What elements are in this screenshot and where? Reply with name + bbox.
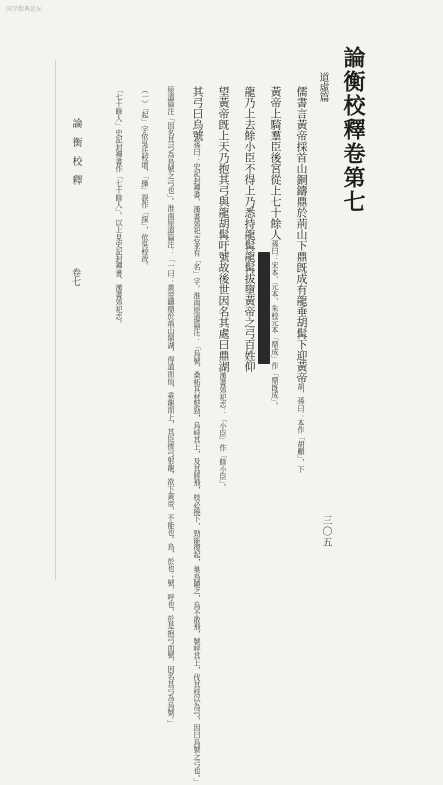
side-chapter-label: 卷七 [70,268,80,286]
page-number: 三〇五 [320,515,331,548]
main-text: 其弓曰烏號 [191,86,204,141]
watermark: 国学数典论坛 [6,6,43,13]
text-column [244,86,255,556]
text-column [270,86,281,556]
main-text: 望黃帝旣上天乃抱其弓與龍胡髯吁號故後世因名其處曰鼎湖 [217,86,230,372]
text-column [191,86,204,785]
main-text: 黃帝上騎羣臣後宮從上七十餘人 [269,86,282,240]
page-gutter-line [55,60,56,580]
main-text: 龍乃上去餘小臣不得上乃悉持龍髯龍髯拔墮黃帝之弓百姓仰 [243,86,256,372]
text-column [296,86,307,556]
volume-title: 論衡校釋卷第七 [340,46,366,214]
text-column [218,86,229,556]
annotation-text: 孫曰：史記封禪書、漢書郊祀志並有「名」字。淮南原道篇注：「烏號，桑柘其材堅勁，烏峙其上，及其將飛，枝必撓下，勁能復起，巢烏隨之，烏不敢飛，號呼其上，伐其枝以為弓，因曰烏號之弓也。」 [193,141,202,785]
main-text: 儒書言黃帝採首山銅鑄鼎於荊山下鼎旣成有龍垂胡髯下迎黃帝 [295,86,308,383]
annotation-text: 「七十餘人」史記封禪書作「七十餘人」。以上見史記封禪書、漢書郊祀志。 [115,86,124,328]
chapter-title: 道虛篇 [317,72,328,102]
text-column [140,86,151,556]
annotation-text: 胡，孫曰：本作「胡顧」，下 [297,383,306,473]
text-column [114,86,125,556]
annotation-text: （一）「起」字依吳氏校增，「操」誤作「探」，依吳校改。 [141,86,150,270]
annotation-text: 原道篇注「因名其弓為烏號之弓也」。淮南原道篇注：「一曰：黃帝鑄鼎於荊山鼎湖，得道而仙，乘龍而上，其臣援弓射龍，欲下黃帝，不能也。烏，於也；號，呼也，於是抱弓而號，因名其弓為烏號。」 [167,86,176,727]
annotation-text: 漢書郊祀志：「小臣」作「餘小臣」。 [219,372,228,491]
book-label: 論衡校釋 [70,118,81,194]
redacted-block [258,252,270,364]
text-column [166,86,177,727]
annotation-text: 孫曰：宋本、元本、朱校元本「鼎成」作「鼎旣成」。 [271,240,280,410]
